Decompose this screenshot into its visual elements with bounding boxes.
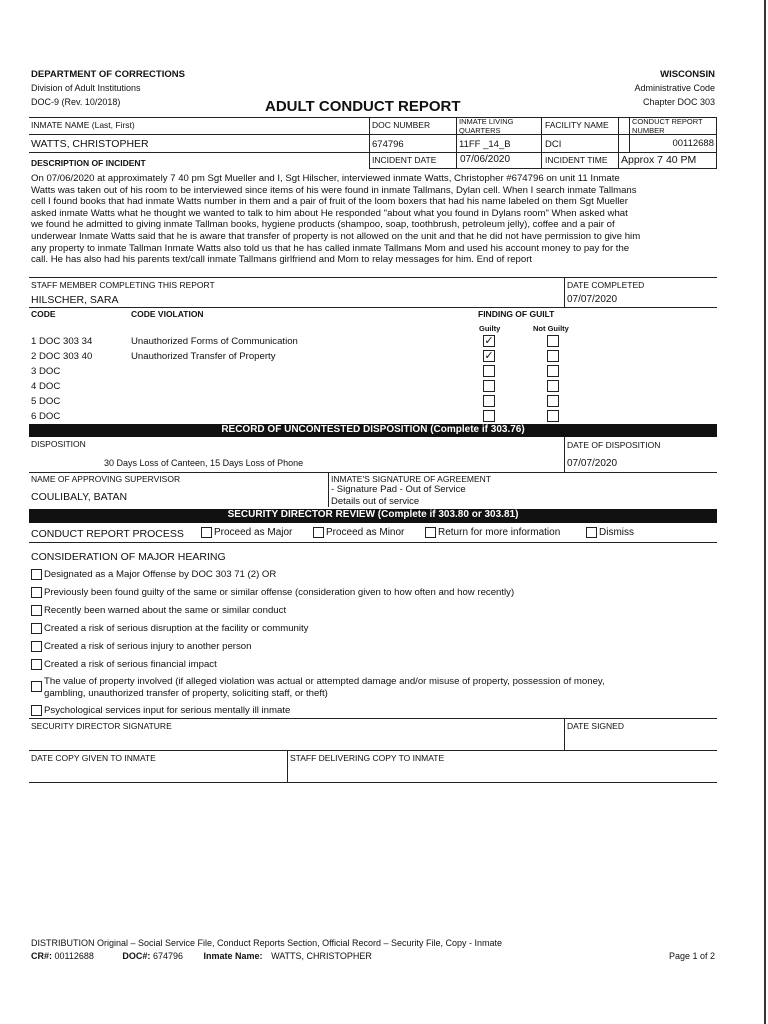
- director-signature-label: SECURITY DIRECTOR SIGNATURE: [31, 721, 172, 731]
- proceed-minor-label: Proceed as Minor: [326, 527, 405, 538]
- violation-desc: Unauthorized Forms of Communication: [131, 336, 298, 347]
- not-guilty-checkbox[interactable]: [547, 410, 559, 422]
- distribution-text: DISTRIBUTION Original – Social Service File, Conduct Reports Section, Official Record – Security File, Copy - Inmate: [31, 938, 503, 948]
- finding-header: FINDING OF GUILT: [478, 309, 555, 319]
- violation-code: 2 DOC 303 40: [31, 351, 93, 362]
- not-guilty-checkbox[interactable]: [547, 395, 559, 407]
- date-completed-label: DATE COMPLETED: [567, 280, 645, 290]
- inmate-name-label: INMATE NAME (Last, First): [31, 120, 135, 130]
- footer-ids: [31, 951, 372, 961]
- not-guilty-checkbox[interactable]: [547, 350, 559, 362]
- report-number: 00112688: [672, 138, 714, 149]
- consideration-checkbox[interactable]: [31, 641, 42, 652]
- disposition-date-label: DATE OF DISPOSITION: [567, 440, 661, 450]
- consideration-checkbox[interactable]: [31, 569, 42, 580]
- signature-status: - Signature Pad - Out of Service: [331, 484, 466, 495]
- cr-number: 00112688: [54, 951, 94, 961]
- consideration-checkbox[interactable]: [31, 623, 42, 634]
- description-label: DESCRIPTION OF INCIDENT: [31, 158, 146, 168]
- guilty-checkbox[interactable]: ✓: [484, 335, 494, 347]
- narrative-line: underwear Inmate Watts said that he is aware that transfer of property is not allowed on the unit and that he did not have permission to give him: [31, 230, 641, 242]
- incident-time-label: INCIDENT TIME: [545, 155, 608, 165]
- doc-number-label: DOC NUMBER: [372, 120, 431, 130]
- doc-number-footer: 674796: [152, 951, 183, 961]
- incident-date-label: INCIDENT DATE: [372, 155, 437, 165]
- guilty-checkbox[interactable]: [483, 395, 495, 407]
- dismiss-checkbox[interactable]: [586, 527, 597, 538]
- inmate-signature-label: INMATE'S SIGNATURE OF AGREEMENT: [331, 474, 491, 484]
- violation-code: 5 DOC: [31, 396, 61, 407]
- consideration-checkbox[interactable]: [31, 659, 42, 670]
- staff-name: HILSCHER, SARA: [31, 294, 119, 306]
- facility-name: DCI: [545, 139, 562, 150]
- narrative-line: On 07/06/2020 at approximately 7 40 pm Sgt Mueller and I, Sgt Hilscher, interviewed inmate Watts, Christopher #674796 on unit 11 Inmate: [31, 173, 620, 184]
- process-label: CONDUCT REPORT PROCESS: [31, 528, 184, 540]
- date-signed-label: DATE SIGNED: [567, 721, 624, 731]
- doc-number: 674796: [372, 139, 404, 150]
- consideration-checkbox[interactable]: [31, 587, 42, 598]
- guilty-checkbox[interactable]: ✓: [484, 350, 494, 362]
- doc-label: DOC#:: [122, 951, 151, 961]
- major-hearing-item: Designated as a Major Offense by DOC 303 71 (2) OR: [31, 569, 276, 580]
- consideration-checkbox[interactable]: [31, 705, 42, 716]
- supervisor-label: NAME OF APPROVING SUPERVISOR: [31, 474, 181, 484]
- incident-narrative: [31, 173, 716, 266]
- security-review-bar: SECURITY DIRECTOR REVIEW (Complete if 303.80 or 303.81): [29, 509, 717, 523]
- disposition-date: 07/07/2020: [567, 458, 618, 469]
- violation-header: CODE VIOLATION: [131, 309, 204, 319]
- state-name: WISCONSIN: [660, 69, 715, 80]
- incident-time: Approx 7 40 PM: [621, 154, 697, 166]
- living-quarters: 11FF _14_B: [459, 139, 511, 150]
- inmate-name-footer: WATTS, CHRISTOPHER: [271, 951, 372, 961]
- dismiss-label: Dismiss: [599, 527, 634, 538]
- narrative-line: call. He has also had his parents text/call inmate Tallmans girlfriend and Mom to relay messages for him. End of report: [31, 254, 533, 266]
- not-guilty-checkbox[interactable]: [547, 335, 559, 347]
- facility-label: FACILITY NAME: [545, 120, 609, 130]
- inmate-label: Inmate Name:: [203, 951, 263, 961]
- admin-code: Administrative Code: [634, 83, 715, 93]
- major-hearing-item: Created a risk of serious injury to another person: [31, 641, 251, 652]
- supervisor-name: COULIBALY, BATAN: [31, 491, 128, 503]
- proceed-major-label: Proceed as Major: [214, 527, 293, 538]
- consideration-checkbox[interactable]: [31, 605, 42, 616]
- narrative-line: cell I found books that had inmate Watts number in them and a pair of fruit of the loom boxers that had his name labeled on them Sgt Mueller: [31, 196, 628, 208]
- page-number: Page 1 of 2: [668, 951, 715, 961]
- report-number-label: CONDUCT REPORT NUMBER: [632, 117, 703, 135]
- inmate-name: WATTS, CHRISTOPHER: [31, 138, 149, 150]
- guilty-checkbox[interactable]: [483, 410, 495, 422]
- guilty-header: Guilty: [479, 324, 501, 333]
- property-value-item-cont: gambling, unauthorized transfer of property, soliciting staff, or theft): [44, 688, 328, 699]
- not-guilty-checkbox[interactable]: [547, 365, 559, 377]
- guilty-checkbox[interactable]: [483, 380, 495, 392]
- property-value-item: The value of property involved (if alleged violation was actual or attempted damage and/or misuse of property, possession of money,: [44, 676, 605, 687]
- uncontested-bar: RECORD OF UNCONTESTED DISPOSITION (Complete if 303.76): [29, 424, 717, 437]
- major-hearing-item: Psychological services input for serious mentally ill inmate: [31, 705, 290, 716]
- narrative-line: asked inmate Watts what he thought we wanted to talk to him about He responded "about what you found in Dylans room" When asked what: [31, 207, 628, 219]
- living-quarters-label: INMATE LIVING QUARTERS: [459, 117, 514, 135]
- return-info-label: Return for more information: [438, 527, 561, 538]
- form-number: DOC-9 (Rev. 10/2018): [31, 97, 121, 107]
- signature-details: Details out of service: [331, 496, 420, 507]
- violation-code: 1 DOC 303 34: [31, 336, 93, 347]
- violation-desc: Unauthorized Transfer of Property: [131, 351, 276, 362]
- violation-code: 6 DOC: [31, 411, 61, 422]
- staff-label: STAFF MEMBER COMPLETING THIS REPORT: [31, 280, 215, 290]
- violation-code: 3 DOC: [31, 366, 61, 377]
- disposition-text: 30 Days Loss of Canteen, 15 Days Loss of Phone: [104, 458, 304, 468]
- incident-date: 07/06/2020: [460, 154, 511, 165]
- guilty-checkbox[interactable]: [483, 365, 495, 377]
- staff-delivering-label: STAFF DELIVERING COPY TO INMATE: [290, 753, 445, 763]
- dept-name: DEPARTMENT OF CORRECTIONS: [31, 69, 185, 80]
- major-hearing-item: Previously been found guilty of the same or similar offense (consideration given to how often and how recently): [31, 587, 514, 598]
- major-hearing-item: Created a risk of serious disruption at the facility or community: [31, 623, 308, 634]
- narrative-line: we found he admitted to giving inmate Tallman books, hygiene products (shampoo, soap, toothbrush, petroleum jelly), coffee and a pair of: [31, 219, 615, 231]
- major-hearing-item: Created a risk of serious financial impact: [31, 659, 217, 670]
- division-name: Division of Adult Institutions: [31, 83, 141, 93]
- consideration-checkbox[interactable]: [31, 681, 42, 692]
- code-header: CODE: [31, 309, 56, 319]
- narrative-line: any property to inmate Tallman Inmate Watts also told us that he has called inmate Tallmans Mom and used his account money to pay for the: [31, 242, 630, 254]
- proceed-minor-checkbox[interactable]: [313, 527, 324, 538]
- narrative-line: Watts was taken out of his room to be interviewed since items of his were found in inmate Tallmans, Dylan cell. When I search inmate Tallmans: [31, 184, 637, 196]
- date-copy-label: DATE COPY GIVEN TO INMATE: [31, 753, 156, 763]
- chapter: Chapter DOC 303: [642, 97, 715, 107]
- major-hearing-item: Recently been warned about the same or similar conduct: [31, 605, 286, 616]
- page-title: ADULT CONDUCT REPORT: [265, 98, 461, 115]
- not-guilty-checkbox[interactable]: [547, 380, 559, 392]
- disposition-label: DISPOSITION: [31, 439, 86, 449]
- date-completed: 07/07/2020: [567, 294, 618, 305]
- cr-label: CR#:: [31, 951, 53, 961]
- proceed-major-checkbox[interactable]: [201, 527, 212, 538]
- consideration-label: CONSIDERATION OF MAJOR HEARING: [31, 551, 226, 563]
- scan-edge: [764, 0, 766, 1024]
- return-info-checkbox[interactable]: [425, 527, 436, 538]
- violation-code: 4 DOC: [31, 381, 61, 392]
- not-guilty-header: Not Guilty: [533, 324, 569, 333]
